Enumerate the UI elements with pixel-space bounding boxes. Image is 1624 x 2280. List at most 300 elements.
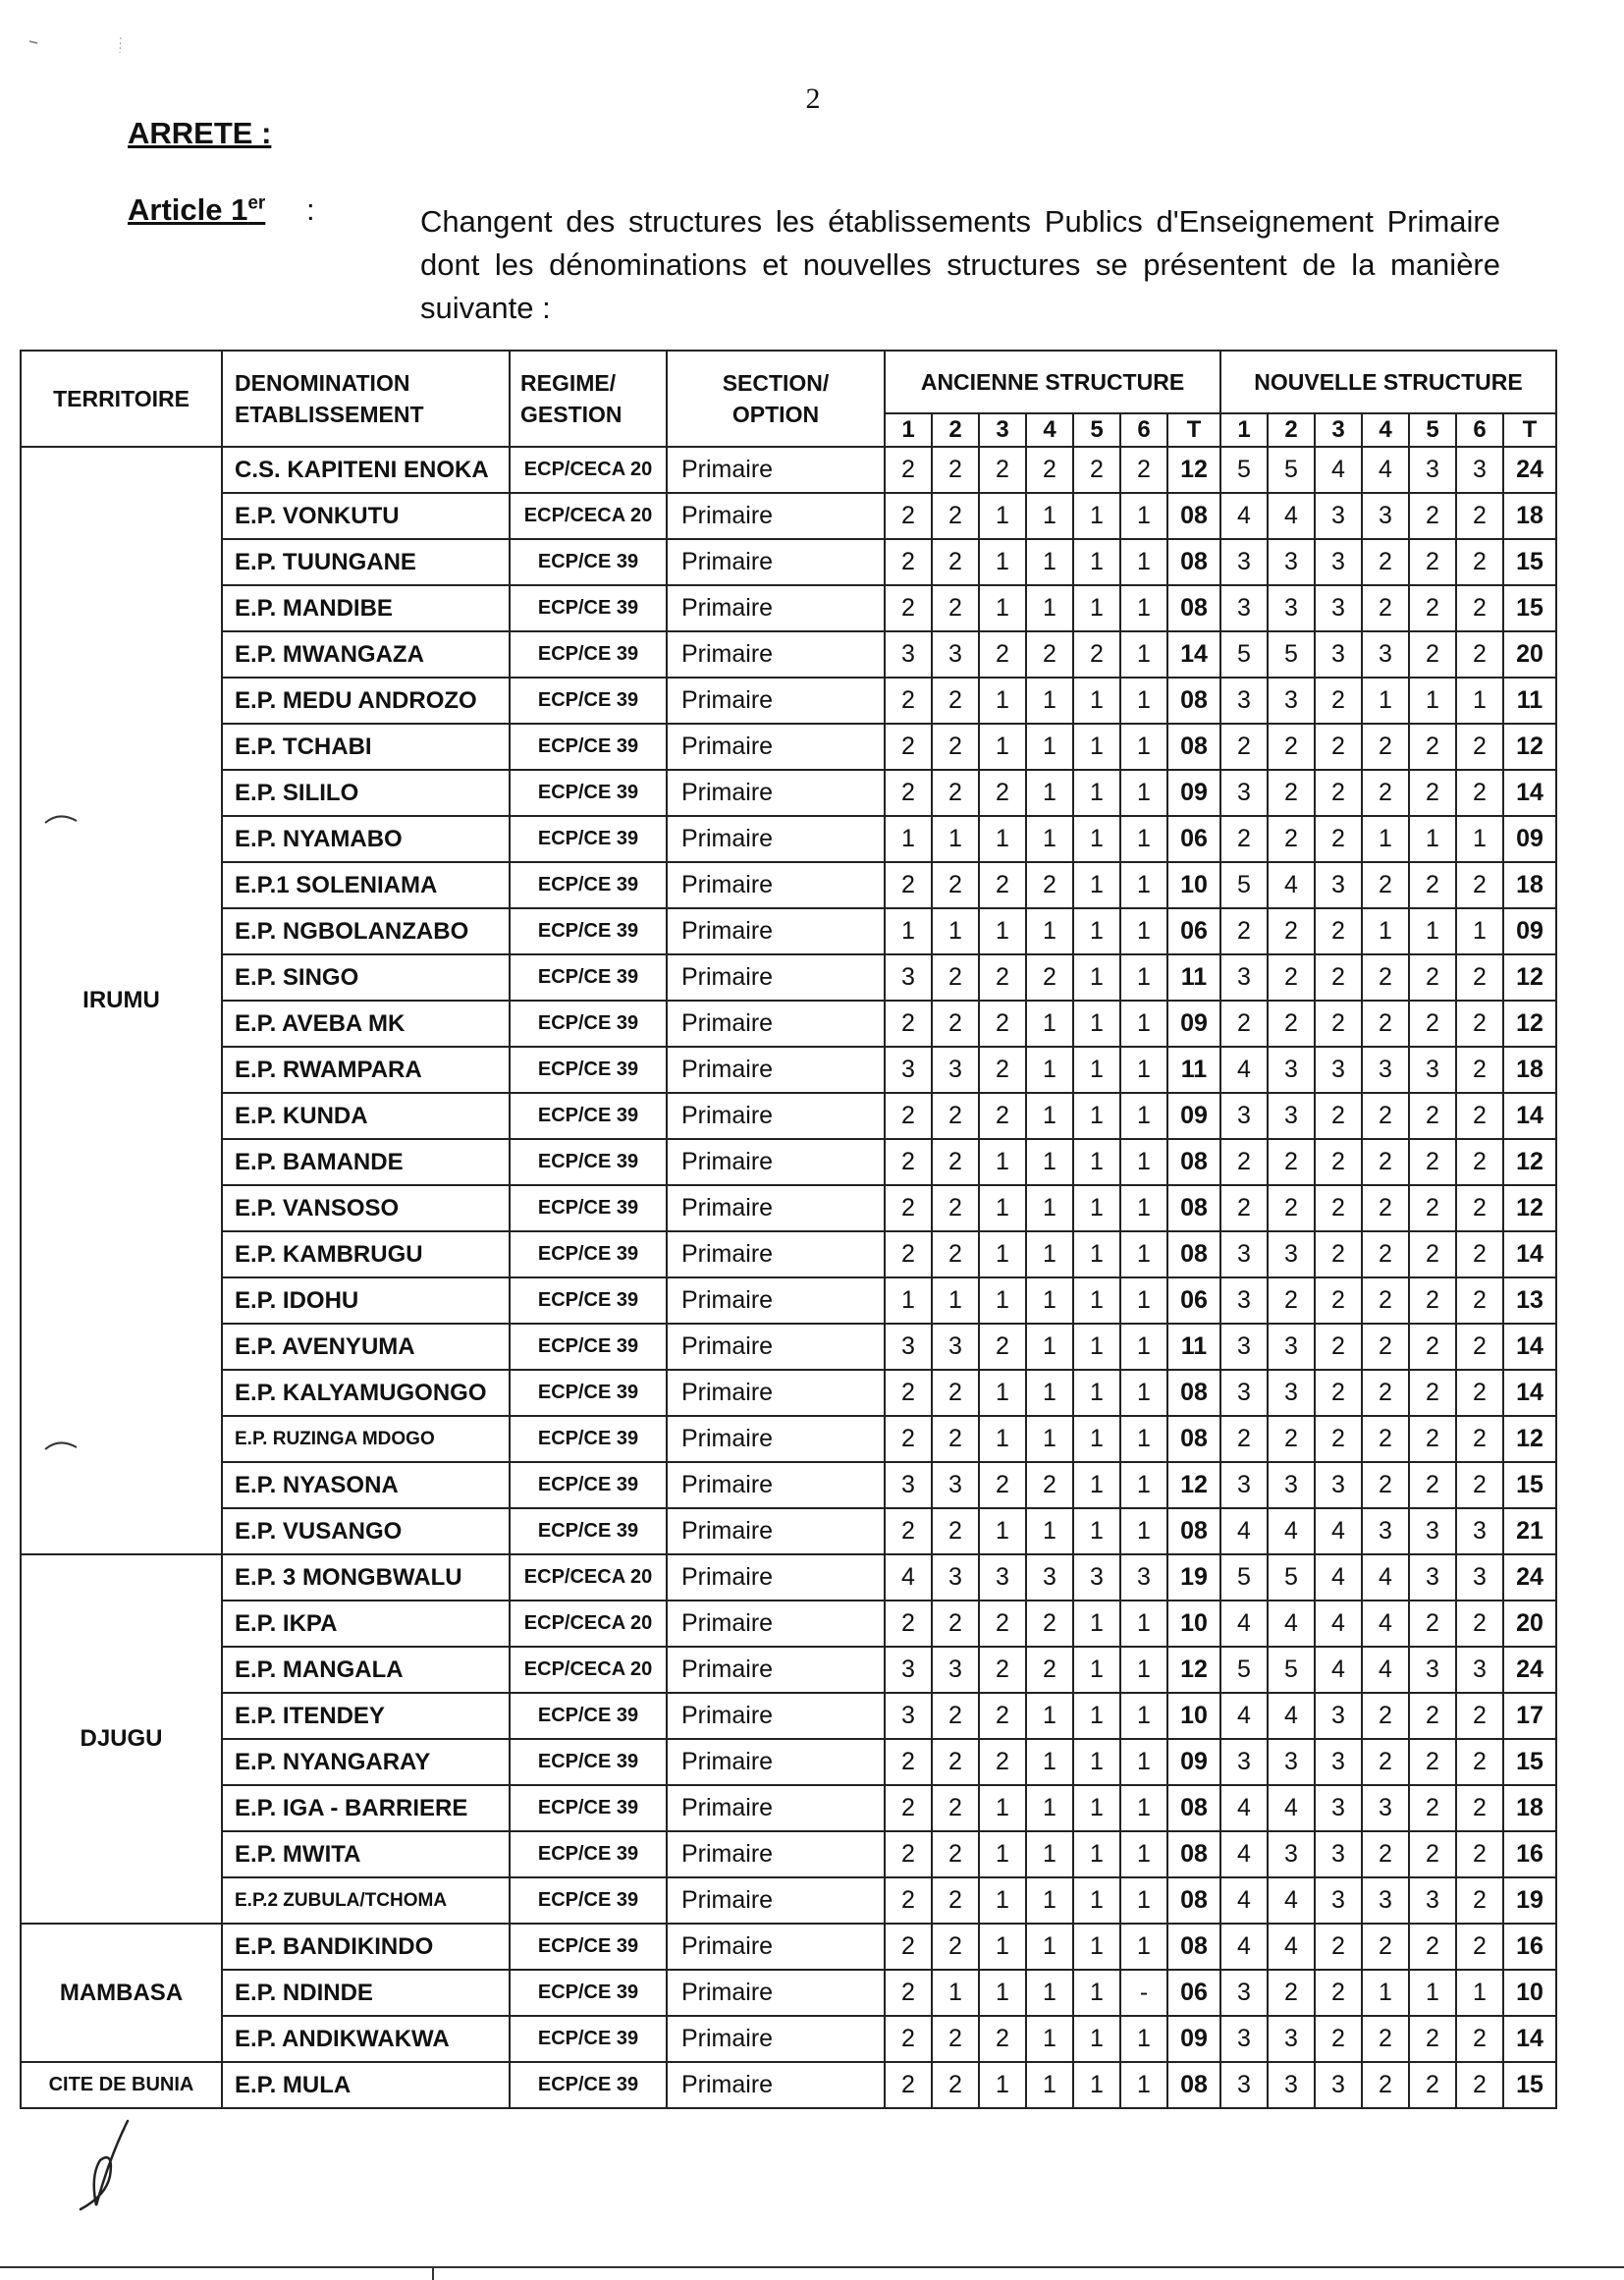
old-value-cell: 3 xyxy=(932,1462,979,1508)
regime-cell: ECP/CE 39 xyxy=(510,1739,667,1785)
old-value-cell: 1 xyxy=(1120,1508,1167,1554)
scan-speck-icon xyxy=(116,35,126,55)
old-value-cell: 1 xyxy=(1026,1970,1073,2016)
regime-cell: ECP/CE 39 xyxy=(510,816,667,862)
new-total-cell: 12 xyxy=(1503,1001,1556,1047)
old-value-cell: 2 xyxy=(885,1924,932,1970)
new-value-cell: 2 xyxy=(1409,1601,1456,1647)
new-value-cell: 1 xyxy=(1409,678,1456,724)
old-value-cell: 2 xyxy=(932,1139,979,1185)
old-value-cell: 1 xyxy=(979,1370,1026,1416)
old-value-cell: 2 xyxy=(885,1785,932,1831)
old-value-cell: 1 xyxy=(1073,954,1120,1001)
new-value-cell: 2 xyxy=(1456,1693,1503,1739)
new-total-cell: 15 xyxy=(1503,539,1556,585)
new-value-cell: 2 xyxy=(1315,678,1362,724)
new-value-cell: 2 xyxy=(1315,1370,1362,1416)
new-value-cell: 2 xyxy=(1456,1370,1503,1416)
old-value-cell: 3 xyxy=(932,1554,979,1601)
table-row xyxy=(21,1831,1556,1877)
new-value-cell: 2 xyxy=(1362,2016,1409,2062)
regime-cell: ECP/CE 39 xyxy=(510,1370,667,1416)
old-value-cell: 2 xyxy=(979,954,1026,1001)
territoire-cell: DJUGU xyxy=(21,1554,222,1924)
new-value-cell: 3 xyxy=(1315,1462,1362,1508)
old-value-cell: 1 xyxy=(1120,1139,1167,1185)
regime-cell: ECP/CE 39 xyxy=(510,1970,667,2016)
old-value-cell: 1 xyxy=(1120,1693,1167,1739)
old-value-cell: 2 xyxy=(932,585,979,631)
new-col-header-5: 5 xyxy=(1409,413,1456,447)
new-value-cell: 3 xyxy=(1409,1554,1456,1601)
old-value-cell: 1 xyxy=(1026,1693,1073,1739)
old-col-header-3: 3 xyxy=(979,413,1026,447)
table-row xyxy=(21,1462,1556,1508)
old-value-cell: 3 xyxy=(1073,1554,1120,1601)
table-row xyxy=(21,1877,1556,1924)
table-row xyxy=(21,678,1556,724)
section-cell: Primaire xyxy=(667,2016,885,2062)
new-value-cell: 3 xyxy=(1409,1647,1456,1693)
new-value-cell: 2 xyxy=(1362,954,1409,1001)
denomination-cell: E.P. IDOHU xyxy=(222,1277,510,1324)
new-value-cell: 2 xyxy=(1362,1370,1409,1416)
old-value-cell: 1 xyxy=(1026,770,1073,816)
new-value-cell: 1 xyxy=(1456,678,1503,724)
section-cell: Primaire xyxy=(667,1185,885,1231)
old-value-cell: 1 xyxy=(979,724,1026,770)
old-value-cell: 2 xyxy=(885,493,932,539)
old-value-cell: 3 xyxy=(1120,1554,1167,1601)
table-row xyxy=(21,770,1556,816)
old-value-cell: 1 xyxy=(1073,2016,1120,2062)
old-value-cell: 2 xyxy=(885,1185,932,1231)
old-value-cell: 2 xyxy=(885,447,932,493)
old-value-cell: 2 xyxy=(932,770,979,816)
new-value-cell: 2 xyxy=(1315,1416,1362,1462)
old-value-cell: 2 xyxy=(1026,1462,1073,1508)
old-value-cell: 1 xyxy=(1073,1139,1120,1185)
new-value-cell: 3 xyxy=(1362,631,1409,678)
old-value-cell: 3 xyxy=(932,1047,979,1093)
denomination-cell: E.P. IGA - BARRIERE xyxy=(222,1785,510,1831)
new-value-cell: 3 xyxy=(1268,678,1315,724)
old-value-cell: 1 xyxy=(1073,539,1120,585)
regime-cell: ECP/CE 39 xyxy=(510,1508,667,1554)
old-value-cell: 2 xyxy=(979,1462,1026,1508)
new-value-cell: 2 xyxy=(1315,724,1362,770)
new-total-cell: 20 xyxy=(1503,631,1556,678)
new-value-cell: 1 xyxy=(1409,816,1456,862)
new-total-cell: 16 xyxy=(1503,1924,1556,1970)
denomination-cell: E.P. KUNDA xyxy=(222,1093,510,1139)
footer-tick xyxy=(432,2266,434,2280)
new-col-header-t: T xyxy=(1503,413,1556,447)
new-value-cell: 2 xyxy=(1362,862,1409,908)
old-value-cell: 3 xyxy=(885,1693,932,1739)
section-cell: Primaire xyxy=(667,678,885,724)
section-cell: Primaire xyxy=(667,2062,885,2108)
old-value-cell: 2 xyxy=(1026,447,1073,493)
denomination-cell: E.P. MANGALA xyxy=(222,1647,510,1693)
new-value-cell: 2 xyxy=(1362,1739,1409,1785)
old-value-cell: 2 xyxy=(932,447,979,493)
scan-speck-icon xyxy=(27,35,41,49)
denomination-cell: E.P. NDINDE xyxy=(222,1970,510,2016)
new-value-cell: 4 xyxy=(1220,1693,1268,1739)
section-cell: Primaire xyxy=(667,1508,885,1554)
territoire-cell: CITE DE BUNIA xyxy=(21,2062,222,2108)
section-cell: Primaire xyxy=(667,1924,885,1970)
old-value-cell: 1 xyxy=(1073,1647,1120,1693)
old-value-cell: 1 xyxy=(1026,1785,1073,1831)
denomination-cell: E.P. AVENYUMA xyxy=(222,1324,510,1370)
old-total-cell: 12 xyxy=(1167,447,1220,493)
new-value-cell: 2 xyxy=(1409,1462,1456,1508)
old-total-cell: 08 xyxy=(1167,678,1220,724)
table-row xyxy=(21,1324,1556,1370)
old-total-cell: 12 xyxy=(1167,1462,1220,1508)
denomination-cell: E.P. ITENDEY xyxy=(222,1693,510,1739)
new-value-cell: 4 xyxy=(1268,1785,1315,1831)
new-value-cell: 2 xyxy=(1456,631,1503,678)
old-value-cell: 2 xyxy=(979,1047,1026,1093)
old-total-cell: 08 xyxy=(1167,1924,1220,1970)
old-total-cell: 12 xyxy=(1167,1647,1220,1693)
old-value-cell: 2 xyxy=(885,1831,932,1877)
new-col-header-1: 1 xyxy=(1220,413,1268,447)
new-value-cell: 3 xyxy=(1315,1831,1362,1877)
old-value-cell: 1 xyxy=(1026,585,1073,631)
territoire-cell: MAMBASA xyxy=(21,1924,222,2062)
new-value-cell: 3 xyxy=(1220,770,1268,816)
new-value-cell: 3 xyxy=(1220,1739,1268,1785)
old-value-cell: 1 xyxy=(1120,1093,1167,1139)
old-total-cell: 06 xyxy=(1167,908,1220,954)
new-value-cell: 2 xyxy=(1268,1185,1315,1231)
header-nouvelle-structure: NOUVELLE STRUCTURE xyxy=(1220,351,1556,413)
new-value-cell: 2 xyxy=(1362,724,1409,770)
pen-mark-icon xyxy=(43,811,79,827)
new-total-cell: 17 xyxy=(1503,1693,1556,1739)
old-value-cell: 1 xyxy=(1026,1370,1073,1416)
new-col-header-2: 2 xyxy=(1268,413,1315,447)
old-value-cell: 4 xyxy=(885,1554,932,1601)
new-col-header-6: 6 xyxy=(1456,413,1503,447)
new-value-cell: 2 xyxy=(1220,724,1268,770)
section-cell: Primaire xyxy=(667,1601,885,1647)
section-cell: Primaire xyxy=(667,631,885,678)
old-col-header-5: 5 xyxy=(1073,413,1120,447)
new-total-cell: 24 xyxy=(1503,1647,1556,1693)
new-value-cell: 4 xyxy=(1268,862,1315,908)
new-value-cell: 5 xyxy=(1268,631,1315,678)
old-value-cell: 2 xyxy=(1026,954,1073,1001)
new-value-cell: 4 xyxy=(1362,447,1409,493)
old-total-cell: 08 xyxy=(1167,1370,1220,1416)
old-value-cell: 2 xyxy=(979,631,1026,678)
table-row xyxy=(21,954,1556,1001)
new-value-cell: 2 xyxy=(1409,1231,1456,1277)
old-total-cell: 09 xyxy=(1167,1093,1220,1139)
old-value-cell: 1 xyxy=(1073,1831,1120,1877)
old-value-cell: 1 xyxy=(1120,1185,1167,1231)
new-value-cell: 2 xyxy=(1456,1047,1503,1093)
new-value-cell: 3 xyxy=(1220,1970,1268,2016)
old-value-cell: 1 xyxy=(1120,908,1167,954)
denomination-cell: E.P. NYASONA xyxy=(222,1462,510,1508)
header-denomination-line2: ETABLISSEMENT xyxy=(235,402,424,427)
old-total-cell: 19 xyxy=(1167,1554,1220,1601)
new-value-cell: 3 xyxy=(1409,447,1456,493)
new-value-cell: 4 xyxy=(1268,493,1315,539)
new-value-cell: 2 xyxy=(1409,1001,1456,1047)
regime-cell: ECP/CE 39 xyxy=(510,585,667,631)
new-total-cell: 11 xyxy=(1503,678,1556,724)
old-value-cell: 2 xyxy=(932,1370,979,1416)
territoire-cell: IRUMU xyxy=(21,447,222,1554)
new-value-cell: 3 xyxy=(1315,1693,1362,1739)
new-value-cell: 2 xyxy=(1456,1001,1503,1047)
new-total-cell: 24 xyxy=(1503,1554,1556,1601)
new-value-cell: 3 xyxy=(1268,1831,1315,1877)
table-row xyxy=(21,862,1556,908)
old-value-cell: 2 xyxy=(979,1739,1026,1785)
old-value-cell: 1 xyxy=(932,908,979,954)
old-value-cell: 2 xyxy=(885,2062,932,2108)
new-total-cell: 16 xyxy=(1503,1831,1556,1877)
old-value-cell: 2 xyxy=(932,1001,979,1047)
old-value-cell: 1 xyxy=(1073,493,1120,539)
new-total-cell: 14 xyxy=(1503,2016,1556,2062)
new-value-cell: 2 xyxy=(1409,1416,1456,1462)
old-value-cell: 1 xyxy=(1073,1693,1120,1739)
new-value-cell: 3 xyxy=(1268,1231,1315,1277)
section-cell: Primaire xyxy=(667,1231,885,1277)
denomination-cell: E.P. KALYAMUGONGO xyxy=(222,1370,510,1416)
old-total-cell: 09 xyxy=(1167,2016,1220,2062)
old-value-cell: 2 xyxy=(885,1877,932,1924)
denomination-cell: E.P. ANDIKWAKWA xyxy=(222,2016,510,2062)
regime-cell: ECP/CE 39 xyxy=(510,1231,667,1277)
regime-cell: ECP/CE 39 xyxy=(510,1185,667,1231)
article-text: Changent des structures les établissements Publics d'Enseignement Primaire dont les dénominations et nouvelles structures se présentent de la manière suivante : xyxy=(420,204,1500,325)
regime-cell: ECP/CE 39 xyxy=(510,862,667,908)
old-value-cell: 1 xyxy=(1120,2016,1167,2062)
old-value-cell: 1 xyxy=(1120,1601,1167,1647)
new-value-cell: 3 xyxy=(1456,1508,1503,1554)
old-value-cell: 2 xyxy=(885,862,932,908)
new-total-cell: 14 xyxy=(1503,770,1556,816)
old-value-cell: 1 xyxy=(1073,1231,1120,1277)
new-value-cell: 4 xyxy=(1220,1601,1268,1647)
old-total-cell: 08 xyxy=(1167,724,1220,770)
old-value-cell: 2 xyxy=(932,1924,979,1970)
table-row xyxy=(21,2016,1556,2062)
table-row xyxy=(21,493,1556,539)
new-value-cell: 2 xyxy=(1456,1093,1503,1139)
old-value-cell: 3 xyxy=(885,1647,932,1693)
new-value-cell: 3 xyxy=(1456,1554,1503,1601)
new-value-cell: 2 xyxy=(1456,1416,1503,1462)
old-value-cell: 1 xyxy=(1073,1277,1120,1324)
new-value-cell: 2 xyxy=(1362,2062,1409,2108)
new-total-cell: 12 xyxy=(1503,1416,1556,1462)
new-value-cell: 4 xyxy=(1220,1785,1268,1831)
denomination-cell: E.P.2 ZUBULA/TCHOMA xyxy=(222,1877,510,1924)
new-value-cell: 3 xyxy=(1362,1785,1409,1831)
new-value-cell: 4 xyxy=(1315,1554,1362,1601)
old-value-cell: 1 xyxy=(1120,1324,1167,1370)
old-value-cell: 2 xyxy=(932,1693,979,1739)
old-value-cell: 2 xyxy=(1073,631,1120,678)
new-value-cell: 4 xyxy=(1220,1877,1268,1924)
table-row xyxy=(21,1554,1556,1601)
section-cell: Primaire xyxy=(667,539,885,585)
old-value-cell: 2 xyxy=(932,1185,979,1231)
header-regime xyxy=(510,351,667,447)
old-total-cell: 08 xyxy=(1167,493,1220,539)
new-value-cell: 2 xyxy=(1362,1093,1409,1139)
old-value-cell: 1 xyxy=(1026,2062,1073,2108)
regime-cell: ECP/CE 39 xyxy=(510,724,667,770)
new-value-cell: 3 xyxy=(1220,1277,1268,1324)
new-value-cell: 2 xyxy=(1409,1785,1456,1831)
denomination-cell: E.P. TCHABI xyxy=(222,724,510,770)
new-value-cell: 1 xyxy=(1362,678,1409,724)
table-row xyxy=(21,1093,1556,1139)
old-value-cell: 2 xyxy=(932,724,979,770)
new-total-cell: 18 xyxy=(1503,493,1556,539)
old-value-cell: 1 xyxy=(1120,1462,1167,1508)
old-value-cell: 2 xyxy=(979,1601,1026,1647)
old-total-cell: 08 xyxy=(1167,1416,1220,1462)
new-value-cell: 4 xyxy=(1315,1647,1362,1693)
table-row xyxy=(21,1277,1556,1324)
old-value-cell: 1 xyxy=(979,678,1026,724)
old-value-cell: 2 xyxy=(932,1416,979,1462)
old-value-cell: 1 xyxy=(1073,1877,1120,1924)
new-value-cell: 2 xyxy=(1456,1877,1503,1924)
section-cell: Primaire xyxy=(667,1785,885,1831)
old-total-cell: 08 xyxy=(1167,1831,1220,1877)
new-value-cell: 5 xyxy=(1220,1554,1268,1601)
old-value-cell: 1 xyxy=(979,1970,1026,2016)
old-value-cell: 1 xyxy=(1120,1416,1167,1462)
old-value-cell: 2 xyxy=(932,2016,979,2062)
denomination-cell: E.P. RUZINGA MDOGO xyxy=(222,1416,510,1462)
new-total-cell: 19 xyxy=(1503,1877,1556,1924)
new-value-cell: 4 xyxy=(1268,1508,1315,1554)
new-col-header-4: 4 xyxy=(1362,413,1409,447)
regime-cell: ECP/CE 39 xyxy=(510,770,667,816)
section-cell: Primaire xyxy=(667,1139,885,1185)
old-value-cell: 2 xyxy=(885,585,932,631)
section-cell: Primaire xyxy=(667,1370,885,1416)
old-value-cell: 1 xyxy=(932,1277,979,1324)
section-cell: Primaire xyxy=(667,1093,885,1139)
old-value-cell: 2 xyxy=(885,1370,932,1416)
new-value-cell: 2 xyxy=(1409,1693,1456,1739)
new-value-cell: 5 xyxy=(1268,1647,1315,1693)
old-value-cell: 1 xyxy=(1026,493,1073,539)
new-total-cell: 09 xyxy=(1503,908,1556,954)
new-value-cell: 4 xyxy=(1220,1047,1268,1093)
new-total-cell: 09 xyxy=(1503,816,1556,862)
old-value-cell: 1 xyxy=(1073,1370,1120,1416)
old-value-cell: 1 xyxy=(1073,816,1120,862)
new-value-cell: 2 xyxy=(1362,1185,1409,1231)
new-value-cell: 3 xyxy=(1315,1739,1362,1785)
new-value-cell: 3 xyxy=(1220,954,1268,1001)
old-value-cell: 1 xyxy=(1120,1831,1167,1877)
new-value-cell: 1 xyxy=(1456,1970,1503,2016)
new-value-cell: 2 xyxy=(1409,493,1456,539)
old-value-cell: 2 xyxy=(979,1001,1026,1047)
new-value-cell: 2 xyxy=(1220,1185,1268,1231)
section-cell: Primaire xyxy=(667,1047,885,1093)
new-value-cell: 2 xyxy=(1362,1416,1409,1462)
old-value-cell: 2 xyxy=(885,678,932,724)
structure-table-body xyxy=(21,447,1556,2108)
section-cell: Primaire xyxy=(667,816,885,862)
old-value-cell: 1 xyxy=(1026,1508,1073,1554)
old-value-cell: 1 xyxy=(932,816,979,862)
section-cell: Primaire xyxy=(667,1970,885,2016)
old-value-cell: 2 xyxy=(932,1231,979,1277)
header-denomination xyxy=(222,351,510,447)
new-value-cell: 2 xyxy=(1268,1970,1315,2016)
regime-cell: ECP/CECA 20 xyxy=(510,447,667,493)
old-value-cell: 1 xyxy=(1026,1877,1073,1924)
new-total-cell: 15 xyxy=(1503,585,1556,631)
old-value-cell: 1 xyxy=(979,1139,1026,1185)
old-value-cell: 2 xyxy=(885,1739,932,1785)
old-value-cell: 2 xyxy=(979,862,1026,908)
new-value-cell: 2 xyxy=(1409,2062,1456,2108)
new-value-cell: 2 xyxy=(1268,816,1315,862)
regime-cell: ECP/CECA 20 xyxy=(510,1554,667,1601)
table-row xyxy=(21,539,1556,585)
table-row xyxy=(21,724,1556,770)
new-value-cell: 2 xyxy=(1315,1001,1362,1047)
new-total-cell: 24 xyxy=(1503,447,1556,493)
new-value-cell: 1 xyxy=(1362,816,1409,862)
new-value-cell: 3 xyxy=(1315,585,1362,631)
new-value-cell: 2 xyxy=(1456,2016,1503,2062)
table-row xyxy=(21,1508,1556,1554)
denomination-cell: C.S. KAPITENI ENOKA xyxy=(222,447,510,493)
old-total-cell: 08 xyxy=(1167,1185,1220,1231)
new-total-cell: 15 xyxy=(1503,2062,1556,2108)
new-value-cell: 2 xyxy=(1315,1093,1362,1139)
structure-table xyxy=(20,350,1557,2109)
new-value-cell: 3 xyxy=(1220,1324,1268,1370)
new-value-cell: 1 xyxy=(1362,1970,1409,2016)
new-value-cell: 2 xyxy=(1409,539,1456,585)
section-cell: Primaire xyxy=(667,1739,885,1785)
regime-cell: ECP/CE 39 xyxy=(510,539,667,585)
new-value-cell: 3 xyxy=(1268,1047,1315,1093)
new-value-cell: 3 xyxy=(1315,2062,1362,2108)
denomination-cell: E.P. BAMANDE xyxy=(222,1139,510,1185)
table-row xyxy=(21,631,1556,678)
old-value-cell: 1 xyxy=(1120,1647,1167,1693)
old-value-cell: 2 xyxy=(979,2016,1026,2062)
table-row xyxy=(21,1370,1556,1416)
footer-rule xyxy=(0,2266,1624,2268)
article-label xyxy=(128,192,265,228)
